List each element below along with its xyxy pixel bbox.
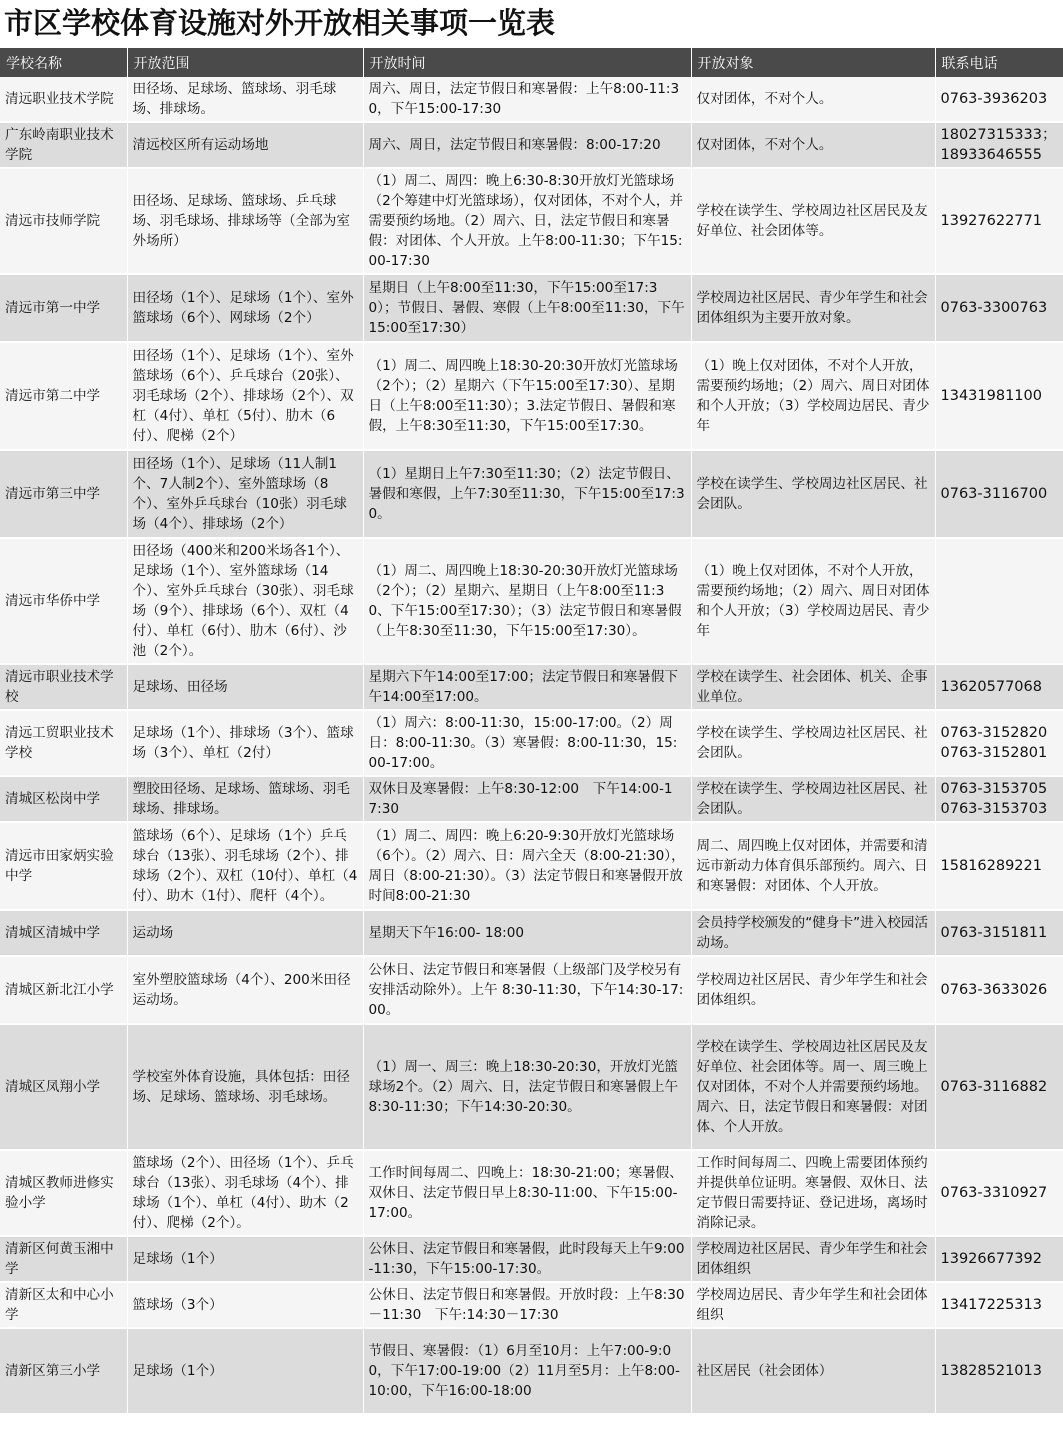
cell-scope: 足球场、田径场	[127, 664, 363, 710]
cell-time: 节假日、寒暑假：（1）6月至10月：上午7:00-9:00，下午17:00-19:00（2）11月至5月：上午8:00-10:00，下午16:00-18:00	[363, 1328, 691, 1414]
table-row	[0, 1024, 1063, 1150]
cell-school-name: 清新区何黄玉湘中学	[0, 1236, 127, 1282]
cell-school-name: 清远市技师学院	[0, 168, 127, 274]
table-body	[0, 77, 1063, 1414]
cell-time: （1）周二、周四：晚上6:30-8:30开放灯光篮球场（2个筹建中灯光篮球场），仅对团体，不对个人，并需要预约场地。（2）周六、日，法定节假日和寒暑假：对团体、个人开放。上午8:00-11:30；下午15:00-17:30	[363, 168, 691, 274]
cell-phone: 15816289221	[935, 822, 1063, 910]
cell-scope: 田径场（1个）、足球场（11人制1个、7人制2个）、室外篮球场（8个）、室外乒乓球台（10张）羽毛球场（4个）、排球场（2个）	[127, 450, 363, 538]
cell-phone: 0763-3152820 0763-3152801	[935, 710, 1063, 776]
cell-target: 周二、周四晚上仅对团体，并需要和清远市新动力体育俱乐部预约。周六、日和寒暑假：对团体、个人开放。	[691, 822, 935, 910]
cell-target: 学校周边社区居民、青少年学生和社会团体组织	[691, 1236, 935, 1282]
cell-school-name: 清远职业技术学院	[0, 77, 127, 122]
cell-school-name: 清远市第二中学	[0, 342, 127, 450]
cell-time: （1）周一、周三：晚上18:30-20:30，开放灯光篮球场2个。（2）周六、日，法定节假日和寒暑假上午8:30-11:30；下午14:30-20:30。	[363, 1024, 691, 1150]
cell-phone: 13926677392	[935, 1236, 1063, 1282]
cell-target: 学校周边居民、青少年学生和社会团体组织	[691, 1282, 935, 1328]
cell-target: 学校在读学生、学校周边社区居民、社会团队。	[691, 450, 935, 538]
table-row	[0, 956, 1063, 1024]
cell-scope: 田径场（1个）、足球场（1个）、室外篮球场（6个）、网球场（2个）	[127, 274, 363, 342]
table-row	[0, 538, 1063, 664]
table-row	[0, 1282, 1063, 1328]
cell-time: 周六、周日，法定节假日和寒暑假：上午8:00-11:30，下午15:00-17:30	[363, 77, 691, 122]
column-header-time: 开放时间	[363, 48, 691, 77]
cell-time: （1）周二、周四晚上18:30-20:30开放灯光篮球场（2个）；（2）星期六、星期日（上午8:00至11:30、下午15:00至17:30）；（3）法定节假日和寒暑假（上午8:30至11:30，下午15:00至17:30）。	[363, 538, 691, 664]
cell-time: （1）周二、周四：晚上6:20-9:30开放灯光篮球场（6个）。（2）周六、日：周六全天（8:00-21:30），周日（8:00-21:30）。（3）法定节假日和寒暑假开放时间8:00-21:30	[363, 822, 691, 910]
cell-phone: 0763-3116700	[935, 450, 1063, 538]
table-row	[0, 664, 1063, 710]
column-header-school-name: 学校名称	[0, 48, 127, 77]
cell-scope: 田径场（1个）、足球场（1个）、室外篮球场（6个）、乒乓球台（20张）、羽毛球场（2个）、排球场（2个）、双杠（4付）、单杠（5付）、肋木（6付）、爬梯（2个）	[127, 342, 363, 450]
cell-scope: 室外塑胶篮球场（4个）、200米田径运动场。	[127, 956, 363, 1024]
cell-target: （1）晚上仅对团体，不对个人开放，需要预约场地；（2）周六、周日对团体和个人开放；（3）学校周边居民、青少年	[691, 538, 935, 664]
table-header-row	[0, 48, 1063, 77]
cell-school-name: 清远市第三中学	[0, 450, 127, 538]
table-row	[0, 710, 1063, 776]
cell-time: 公休日、法定节假日和寒暑假。开放时段：上午8:30－11:30 下午:14:30－17:30	[363, 1282, 691, 1328]
cell-phone: 0763-3633026	[935, 956, 1063, 1024]
cell-scope: 塑胶田径场、足球场、篮球场、羽毛球场、排球场。	[127, 776, 363, 822]
table-row	[0, 274, 1063, 342]
cell-scope: 田径场、足球场、篮球场、羽毛球场、排球场。	[127, 77, 363, 122]
column-header-phone: 联系电话	[935, 48, 1063, 77]
table-row	[0, 342, 1063, 450]
table-row	[0, 776, 1063, 822]
column-header-target: 开放对象	[691, 48, 935, 77]
cell-phone: 13927622771	[935, 168, 1063, 274]
cell-phone: 0763-3300763	[935, 274, 1063, 342]
cell-school-name: 清远市华侨中学	[0, 538, 127, 664]
cell-scope: 学校室外体育设施，具体包括：田径场、足球场、篮球场、羽毛球场。	[127, 1024, 363, 1150]
cell-time: （1）星期日上午7:30至11:30；（2）法定节假日、暑假和寒假，上午7:30至11:30，下午15:00至17:30。	[363, 450, 691, 538]
cell-scope: 足球场（1个）、排球场（3个）、篮球场（3个）、单杠（2付）	[127, 710, 363, 776]
cell-time: 公休日、法定节假日和寒暑假，此时段每天上午9:00-11:30，下午15:00-17:30。	[363, 1236, 691, 1282]
cell-time: 双休日及寒暑假：上午8:30-12:00 下午14:00-17:30	[363, 776, 691, 822]
cell-target: 仅对团体，不对个人。	[691, 77, 935, 122]
cell-school-name: 清城区凤翔小学	[0, 1024, 127, 1150]
cell-scope: 田径场、足球场、篮球场、乒乓球场、羽毛球场、排球场等（全部为室外场所）	[127, 168, 363, 274]
cell-time: 工作时间每周二、四晚上：18:30-21:00；寒暑假、双休日、法定节假日早上8:30-11:00、下午15:00-17:00。	[363, 1150, 691, 1236]
cell-target: 学校在读学生、学校周边社区居民、社会团队。	[691, 776, 935, 822]
cell-phone: 13417225313	[935, 1282, 1063, 1328]
cell-target: 学校周边社区居民、青少年学生和社会团体组织为主要开放对象。	[691, 274, 935, 342]
facility-table	[0, 48, 1063, 1415]
cell-school-name: 清城区教师进修实验小学	[0, 1150, 127, 1236]
table-row	[0, 1150, 1063, 1236]
cell-time: 公休日、法定节假日和寒暑假（上级部门及学校另有安排活动除外）。上午 8:30-11:30，下午14:30-17:00。	[363, 956, 691, 1024]
page-title: 市区学校体育设施对外开放相关事项一览表	[4, 6, 556, 40]
cell-target: 仅对团体，不对个人。	[691, 122, 935, 168]
cell-target: 学校在读学生、学校周边社区居民、社会团队。	[691, 710, 935, 776]
cell-phone: 13431981100	[935, 342, 1063, 450]
cell-time: 星期天下午16:00- 18:00	[363, 910, 691, 956]
cell-target: 学校周边社区居民、青少年学生和社会团体组织。	[691, 956, 935, 1024]
cell-target: 会员持学校颁发的“健身卡”进入校园活动场。	[691, 910, 935, 956]
cell-target: （1）晚上仅对团体，不对个人开放，需要预约场地；（2）周六、周日对团体和个人开放；（3）学校周边居民、青少年	[691, 342, 935, 450]
table-row	[0, 1236, 1063, 1282]
cell-school-name: 清城区松岗中学	[0, 776, 127, 822]
cell-target: 社区居民（社会团体）	[691, 1328, 935, 1414]
cell-school-name: 广东岭南职业技术学院	[0, 122, 127, 168]
cell-scope: 篮球场（3个）	[127, 1282, 363, 1328]
cell-time: 星期六下午14:00至17:00；法定节假日和寒暑假下午14:00至17:00。	[363, 664, 691, 710]
cell-school-name: 清远工贸职业技术学校	[0, 710, 127, 776]
cell-scope: 足球场（1个）	[127, 1328, 363, 1414]
cell-scope: 运动场	[127, 910, 363, 956]
cell-phone	[935, 538, 1063, 664]
cell-target: 学校在读学生、学校周边社区居民及友好单位、社会团体等。周一、周三晚上仅对团体，不对个人并需要预约场地。周六、日，法定节假日和寒暑假：对团体、个人开放。	[691, 1024, 935, 1150]
cell-scope: 篮球场（2个）、田径场（1个）、乒乓球台（13张）、羽毛球场（4个）、排球场（1个）、单杠（4付）、助木（2付）、爬梯（2个）。	[127, 1150, 363, 1236]
cell-scope: 篮球场（6个）、足球场（1个）乒乓球台（13张）、羽毛球场（2个）、排球场（2个）、双杠（10付）、单杠（4付）、助木（1付）、爬杆（4个）。	[127, 822, 363, 910]
cell-phone: 0763-3310927	[935, 1150, 1063, 1236]
cell-school-name: 清远市第一中学	[0, 274, 127, 342]
table-row	[0, 168, 1063, 274]
table-row	[0, 122, 1063, 168]
column-header-scope: 开放范围	[127, 48, 363, 77]
cell-phone: 13828521013	[935, 1328, 1063, 1414]
cell-time: （1）周六：8:00-11:30，15:00-17:00。（2）周日：8:00-11:30。（3）寒暑假：8:00-11:30，15:00-17:00。	[363, 710, 691, 776]
cell-scope: 田径场（400米和200米场各1个）、足球场（1个）、室外篮球场（14个）、室外乒乓球台（30张）、羽毛球场（9个）、排球场（6个）、双杠（4付）、单杠（6付）、肋木（6付）、沙池（2个）。	[127, 538, 363, 664]
cell-time: 周六、周日，法定节假日和寒暑假：8:00-17:20	[363, 122, 691, 168]
cell-scope: 清远校区所有运动场地	[127, 122, 363, 168]
table-row	[0, 1328, 1063, 1414]
cell-school-name: 清新区太和中心小学	[0, 1282, 127, 1328]
cell-phone: 13620577068	[935, 664, 1063, 710]
cell-target: 学校在读学生、学校周边社区居民及友好单位、社会团体等。	[691, 168, 935, 274]
cell-scope: 足球场（1个）	[127, 1236, 363, 1282]
cell-school-name: 清远市田家炳实验中学	[0, 822, 127, 910]
cell-school-name: 清远市职业技术学校	[0, 664, 127, 710]
cell-school-name: 清新区第三小学	[0, 1328, 127, 1414]
cell-time: （1）周二、周四晚上18:30-20:30开放灯光篮球场（2个）；（2）星期六（下午15:00至17:30）、星期日（上午8:00至11:30）；3.法定节假日、暑假和寒假，上午8:30至11:30，下午15:00至17:30。	[363, 342, 691, 450]
table-row	[0, 450, 1063, 538]
table-row	[0, 77, 1063, 122]
cell-phone: 18027315333；18933646555	[935, 122, 1063, 168]
cell-time: 星期日（上午8:00至11:30，下午15:00至17:30）；节假日、暑假、寒假（上午8:00至11:30，下午15:00至17:30）	[363, 274, 691, 342]
cell-phone: 0763-3116882	[935, 1024, 1063, 1150]
cell-school-name: 清城区清城中学	[0, 910, 127, 956]
cell-target: 学校在读学生、社会团体、机关、企事业单位。	[691, 664, 935, 710]
table-row	[0, 822, 1063, 910]
table-row	[0, 910, 1063, 956]
cell-target: 工作时间每周二、四晚上需要团体预约并提供单位证明。寒暑假、双休日、法定节假日需要持证、登记进场，离场时消除记录。	[691, 1150, 935, 1236]
cell-school-name: 清城区新北江小学	[0, 956, 127, 1024]
cell-phone: 0763-3151811	[935, 910, 1063, 956]
cell-phone: 0763-3153705 0763-3153703	[935, 776, 1063, 822]
cell-phone: 0763-3936203	[935, 77, 1063, 122]
